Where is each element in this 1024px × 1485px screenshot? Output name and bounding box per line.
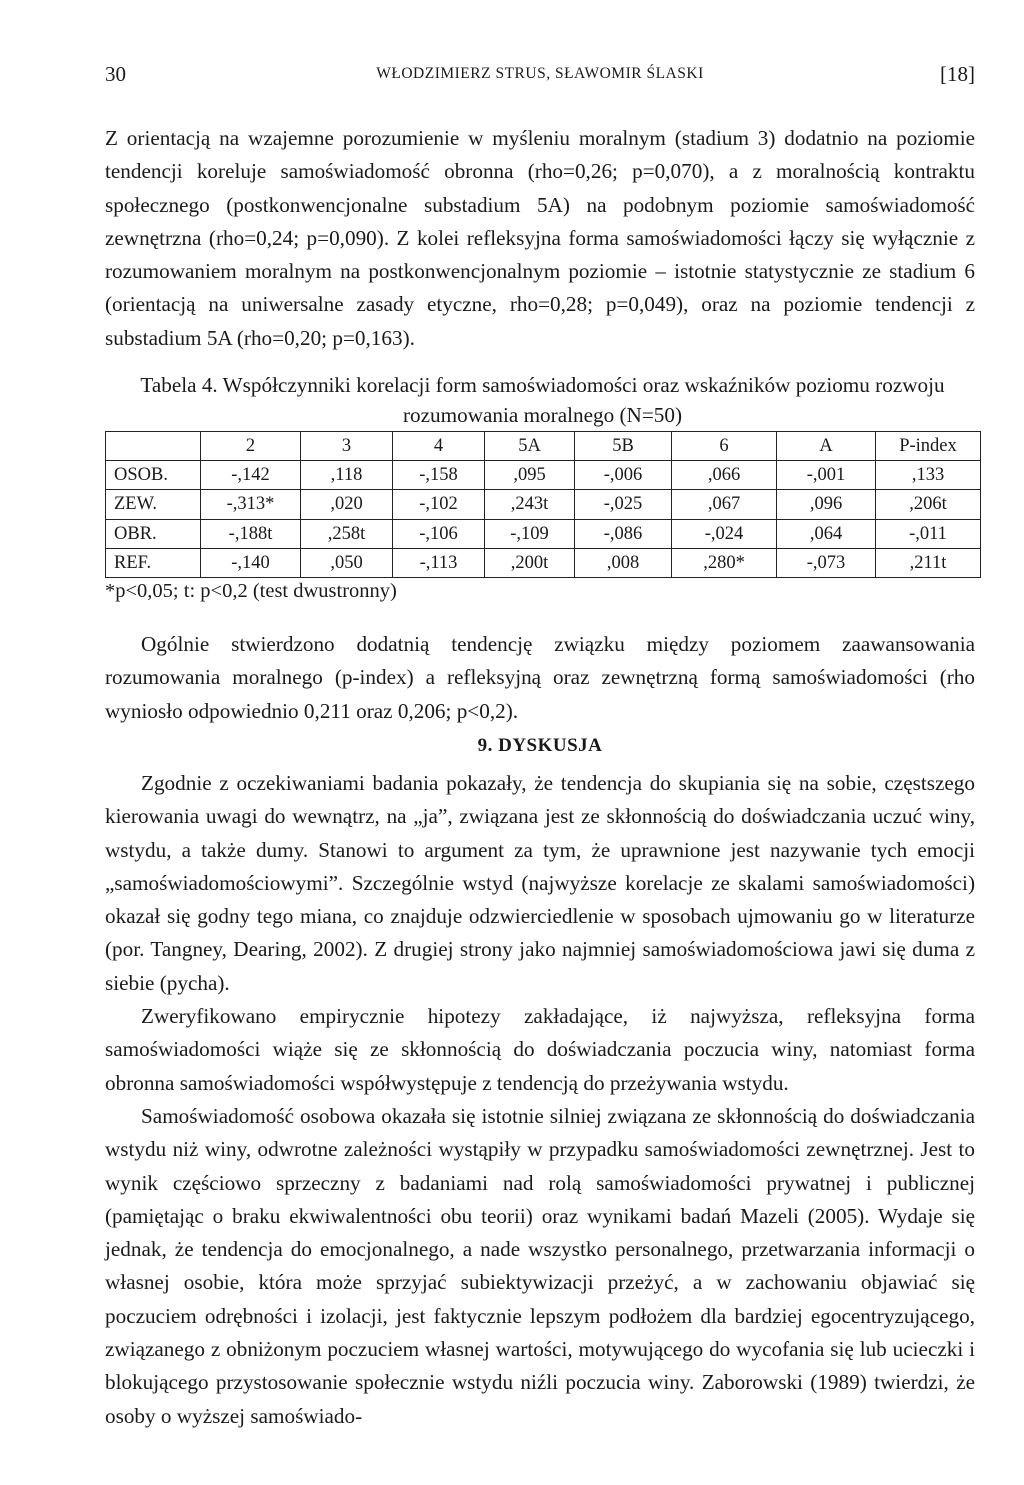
- table-cell: -,140: [201, 548, 301, 577]
- table-cell: ,067: [672, 490, 777, 519]
- table-header-row: [106, 432, 981, 461]
- table-cell: -,106: [393, 519, 485, 548]
- discussion-block: [105, 767, 975, 1433]
- discussion-paragraph: Zgodnie z oczekiwaniami badania pokazały, że tendencja do skupiania się na sobie, częstszego kierowania uwagi do wewnątrz, na „ja”, związana jest ze skłonnością do doświadczania uczuć winy, wstydu, a także dumy. Stanowi to argument za tym, że uprawnione jest nazywanie tych emocji „samoświadomościowymi”. Szczególnie wstyd (najwyższe korelacje ze skalami samoświadomości) okazał się godny tego miana, co znajduje odzwierciedlenie w sposobach ujmowaniu go w literaturze (por. Tangney, Dearing, 2002). Z drugiej strony jako najmniej samoświadomościowa jawi się duma z siebie (pycha).: [105, 771, 975, 995]
- section-heading: 9. DYSKUSJA: [477, 735, 603, 756]
- intro-paragraph-block: [105, 122, 975, 355]
- table-cell: -,001: [777, 461, 876, 490]
- table-cell: ,020: [301, 490, 393, 519]
- table-cell: -,158: [393, 461, 485, 490]
- table-header-cell: 3: [301, 432, 393, 461]
- table-caption-label: Tabela 4.: [140, 373, 218, 397]
- table-row: [106, 461, 981, 490]
- table-cell: ,066: [672, 461, 777, 490]
- summary-paragraph: Ogólnie stwierdzono dodatnią tendencję związku między poziomem zaawansowania rozumowania moralnego (p-index) a refleksyjną oraz zewnętrzną formą samoświadomości (rho wyniosło odpowiednio 0,211 oraz 0,206; p<0,2).: [105, 632, 975, 723]
- page-number: 30: [105, 62, 126, 86]
- table-cell: ,211t: [876, 548, 981, 577]
- table-cell: -,113: [393, 548, 485, 577]
- table-cell: ,200t: [485, 548, 575, 577]
- table-row: [106, 490, 981, 519]
- table-cell: ,133: [876, 461, 981, 490]
- table-cell: -,188t: [201, 519, 301, 548]
- table-header-cell: 5B: [575, 432, 672, 461]
- table-row-label: REF.: [106, 548, 201, 577]
- table-cell: ,064: [777, 519, 876, 548]
- table-caption: [105, 370, 980, 430]
- table-cell: ,050: [301, 548, 393, 577]
- table-cell: ,096: [777, 490, 876, 519]
- discussion-paragraph: Samoświadomość osobowa okazała się istotnie silniej związana ze skłonnością do doświadczania wstydu niż winy, odwrotne zależności wystąpiły w przypadku samoświadomości zewnętrznej. Jest to wynik częściowo sprzeczny z badaniami nad rolą samoświadomości prywatnej i publicznej (pamiętając o braku ekwiwalentności obu teorii) oraz wynikami badań Mazeli (2005). Wydaje się jednak, że tendencja do emocjonalnego, a nade wszystko personalnego, przetwarzania informacji o własnej osobie, która może sprzyjać subiektywizacji przeżyć, a w zachowaniu objawiać się poczuciem odrębności i izolacji, jest faktycznie lepszym podłożem dla bardziej egocentryzującego, związanego z obniżonym poczuciem własnej wartości, motywującego do wycofania się lub ucieczki i blokującego przystosowanie społecznie wstydu niźli poczucia winy. Zaborowski (1989) twierdzi, że osoby o wyższej samoświado-: [105, 1103, 975, 1428]
- table-cell: -,086: [575, 519, 672, 548]
- summary-paragraph-block: [105, 628, 975, 728]
- table-header-cell: 6: [672, 432, 777, 461]
- table-header-cell: A: [777, 432, 876, 461]
- table-footnote: *p<0,05; t: p<0,2 (test dwustronny): [105, 580, 397, 602]
- table-cell: ,206t: [876, 490, 981, 519]
- table-cell: ,280*: [672, 548, 777, 577]
- table-cell: -,109: [485, 519, 575, 548]
- section-code: [18]: [940, 62, 975, 86]
- table-row: [106, 519, 981, 548]
- table-cell: -,006: [575, 461, 672, 490]
- discussion-paragraph: Zweryfikowano empirycznie hipotezy zakładające, iż najwyższa, refleksyjna forma samoświadomości wiąże się ze skłonnością do doświadczania poczucia winy, natomiast forma obronna samoświadomości współwystępuje z tendencją do przeżywania wstydu.: [105, 1004, 975, 1095]
- table-cell: ,118: [301, 461, 393, 490]
- table-cell: ,095: [485, 461, 575, 490]
- header-authors: WŁODZIMIERZ STRUS, SŁAWOMIR ŚLASKI: [376, 65, 704, 82]
- table-row-label: OBR.: [106, 519, 201, 548]
- table-cell: ,258t: [301, 519, 393, 548]
- table-header-cell: [106, 432, 201, 461]
- intro-paragraph: Z orientacją na wzajemne porozumienie w myśleniu moralnym (stadium 3) dodatnio na poziomie tendencji koreluje samoświadomość obronna (rho=0,26; p=0,070), a z moralnością kontraktu społecznego (postkonwencjonalne substadium 5A) na podobnym poziomie samoświadomość zewnętrzna (rho=0,24; p=0,090). Z kolei refleksyjna forma samoświadomości łączy się wyłącznie z rozumowaniem moralnym na postkonwencjonalnym poziomie – istotnie statystycznie ze stadium 6 (orientacją na uniwersalne zasady etyczne, rho=0,28; p=0,049), oraz na poziomie tendencji z substadium 5A (rho=0,20; p=0,163).: [105, 126, 975, 350]
- table-header-cell: 5A: [485, 432, 575, 461]
- table-caption-text: Współczynniki korelacji form samoświadomości oraz wskaźników poziomu rozwoju rozumowania moralnego (N=50): [222, 373, 945, 427]
- table-cell: -,025: [575, 490, 672, 519]
- table-cell: -,142: [201, 461, 301, 490]
- table-cell: -,073: [777, 548, 876, 577]
- correlation-table: [105, 431, 981, 578]
- table-row: [106, 548, 981, 577]
- table-header-cell: 4: [393, 432, 485, 461]
- table-header-cell: P-index: [876, 432, 981, 461]
- table-cell: -,024: [672, 519, 777, 548]
- table-cell: ,008: [575, 548, 672, 577]
- table-header-cell: 2: [201, 432, 301, 461]
- table-cell: -,313*: [201, 490, 301, 519]
- table-row-label: ZEW.: [106, 490, 201, 519]
- table-row-label: OSOB.: [106, 461, 201, 490]
- table-cell: ,243t: [485, 490, 575, 519]
- table-cell: -,011: [876, 519, 981, 548]
- running-header: [105, 62, 975, 92]
- table-cell: -,102: [393, 490, 485, 519]
